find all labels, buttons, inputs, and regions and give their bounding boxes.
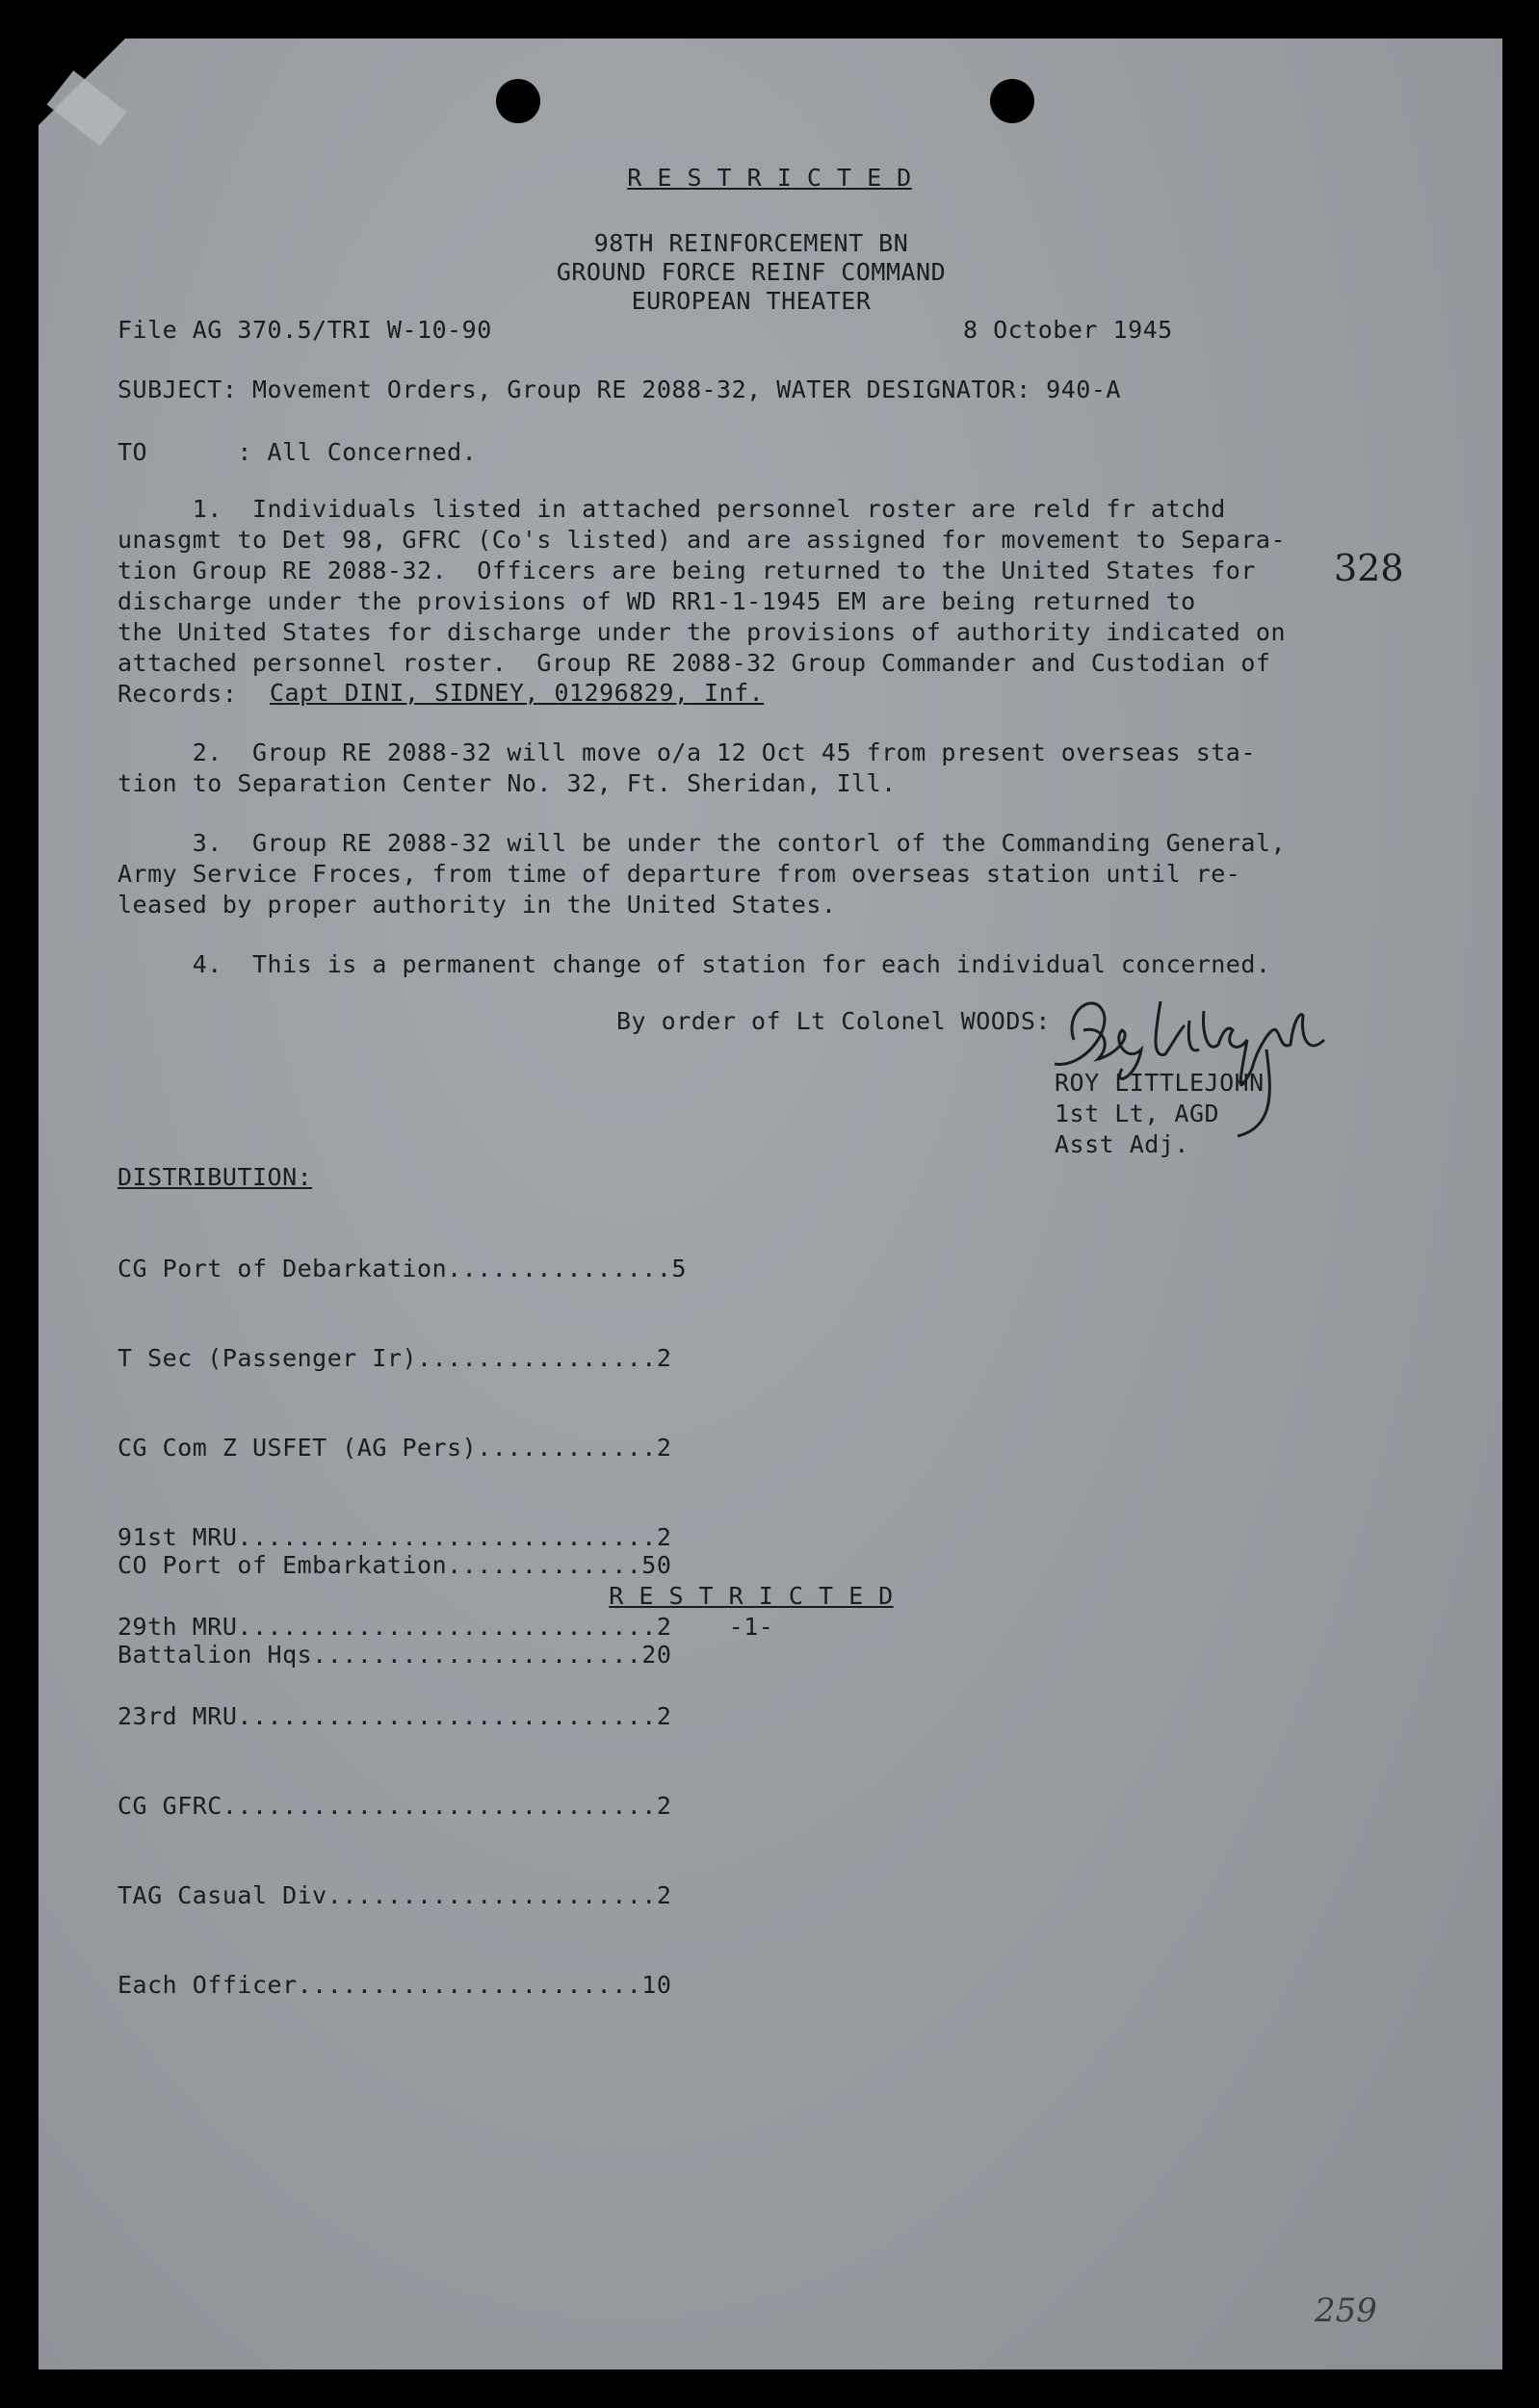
distribution-item: Each Officer.......................10 xyxy=(117,1971,672,1999)
paragraph-2: 2. Group RE 2088-32 will move o/a 12 Oct 45 from present overseas sta- tion to Separation Center No. 32, Ft. Sheridan, Ill. xyxy=(117,738,1256,797)
header-restricted: R E S T R I C T E D xyxy=(627,164,912,192)
signer-title: Asst Adj. xyxy=(1055,1130,1189,1158)
unit-line-2: GROUND FORCE REINF COMMAND xyxy=(556,258,947,286)
distribution-item: CG Com Z USFET (AG Pers)............2 xyxy=(117,1434,672,1462)
distribution-item: 91st MRU............................2 xyxy=(117,1523,672,1551)
handwritten-page-number: 259 xyxy=(1315,2291,1377,2330)
punch-hole-right xyxy=(990,79,1034,123)
unit-line-1: 98TH REINFORCEMENT BN xyxy=(593,229,909,257)
distribution-item: TAG Casual Div......................2 xyxy=(117,1881,672,1909)
footer-restricted: R E S T R I C T E D xyxy=(609,1582,894,1610)
paragraph-3: 3. Group RE 2088-32 will be under the contorl of the Commanding General, Army Service Froces, from time of departure from overseas station until re- leased by proper authority in the United States. xyxy=(117,829,1286,919)
page-number: -1- xyxy=(728,1613,774,1641)
signer-rank: 1st Lt, AGD xyxy=(1055,1100,1220,1127)
paragraph-1: 1. Individuals listed in attached personnel roster are reld fr atchd unasgmt to Det 98, GFRC (Co's listed) and are assigned for movement to Separa- tion Group RE 2088-32. Officers are being returned to the United States for discharge under the provisions of WD RR1-1-1945 EM are being returned to the United States for discharge under the provisions of authority indicated on attached personnel roster. Group RE 2088-32 Group Commander and Custodian of Records: xyxy=(117,495,1286,708)
paragraph-4: 4. This is a permanent change of station for each individual concerned. xyxy=(117,950,1271,978)
distribution-item: CG Port of Debarkation...............5 xyxy=(117,1255,687,1282)
document-date: 8 October 1945 xyxy=(963,316,1173,344)
distribution-item: CO Port of Embarkation.............50 xyxy=(117,1551,672,1579)
distribution-item: T Sec (Passenger Ir)................2 xyxy=(117,1344,672,1372)
file-reference: File AG 370.5/TRI W-10-90 xyxy=(117,316,492,344)
custodian-name: Capt DINI, SIDNEY, 01296829, Inf. xyxy=(270,679,765,707)
distribution-title: DISTRIBUTION: xyxy=(117,1163,313,1191)
distribution-item: 23rd MRU............................2 xyxy=(117,1702,672,1730)
distribution-item: Battalion Hqs......................20 xyxy=(117,1641,672,1669)
order-line: By order of Lt Colonel WOODS: xyxy=(616,1007,1051,1035)
subject-line: SUBJECT: Movement Orders, Group RE 2088-32, WATER DESIGNATOR: 940-A xyxy=(117,375,1121,403)
unit-line-3: EUROPEAN THEATER xyxy=(631,287,872,315)
distribution-item: 29th MRU............................2 xyxy=(117,1613,672,1641)
signer-name: ROY LITTLEJOHN xyxy=(1055,1069,1265,1097)
to-line: TO : All Concerned. xyxy=(117,438,478,466)
page-stamp-number: 328 xyxy=(1334,547,1404,589)
distribution-item: CG GFRC.............................2 xyxy=(117,1792,672,1820)
punch-hole-left xyxy=(496,79,540,123)
